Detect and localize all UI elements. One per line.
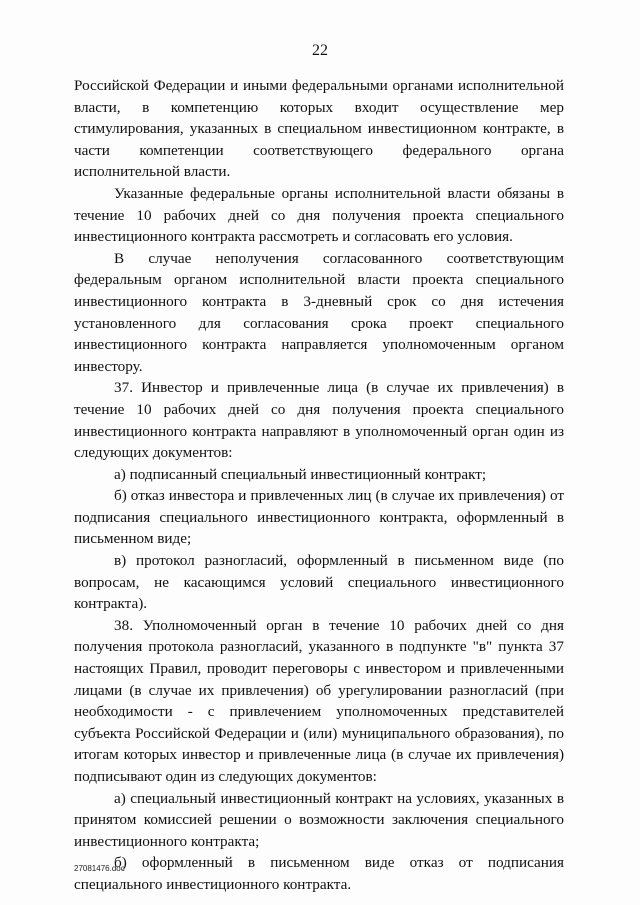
list-item: б) отказ инвестора и привлеченных лиц (в случае их привлечения) от подписания специального инвестиционного контракта, оформленный в письменном виде; bbox=[74, 487, 564, 548]
list-item: а) специальный инвестиционный контракт на условиях, указанных в принятом комиссией решении о возможности заключения специального инвестиционного контракта; bbox=[74, 789, 564, 850]
document-body bbox=[74, 75, 564, 896]
list-item: а) подписанный специальный инвестиционный контракт; bbox=[114, 465, 487, 483]
list-item: в) протокол разногласий, оформленный в письменном виде (по вопросам, не касающимся условий специального инвестиционного контракта). bbox=[74, 552, 564, 613]
paragraph: В случае неполучения согласованного соответствующим федеральным органом исполнительной власти проекта специального инвестиционного контракта в 3-дневный срок со дня истечения установленного для согласования срока проект специального инвестиционного контракта направляется уполномоченным органом инвестору. bbox=[74, 249, 564, 375]
paragraph-item-37: 37. Инвестор и привлеченные лица (в случае их привлечения) в течение 10 рабочих дней со дня получения проекта специального инвестиционного контракта направляют в уполномоченный орган один из следующих документов: bbox=[74, 379, 564, 462]
list-item: б) оформленный в письменном виде отказ от подписания специального инвестиционного контракта. bbox=[74, 854, 564, 893]
page-number: 22 bbox=[312, 42, 328, 59]
paragraph: Российской Федерации и иными федеральными органами исполнительной власти, в компетенцию которых входит осуществление мер стимулирования, указанных в специальном инвестиционном контракте, в части компетенции соответствующего федерального органа исполнительной власти. bbox=[74, 77, 564, 181]
paragraph: Указанные федеральные органы исполнительной власти обязаны в течение 10 рабочих дней со дня получения проекта специального инвестиционного контракта рассмотреть и согласовать его условия. bbox=[74, 184, 564, 246]
paragraph-item-38: 38. Уполномоченный орган в течение 10 рабочих дней со дня получения протокола разногласий, указанного в подпункте "в" пункта 37 настоящих Правил, проводит переговоры с инвестором и привлеченными лицами (в случае их привлечения) об урегулировании разногласий (при необходимости - с привлечением уполномоченных представителей субъекта Российской Федерации и (или) муниципального образования), по итогам которых инвестор и привлеченные лица (в случае их привлечения) подписывают один из следующих документов: bbox=[74, 616, 564, 785]
file-code: 27081476.doc bbox=[74, 864, 125, 873]
